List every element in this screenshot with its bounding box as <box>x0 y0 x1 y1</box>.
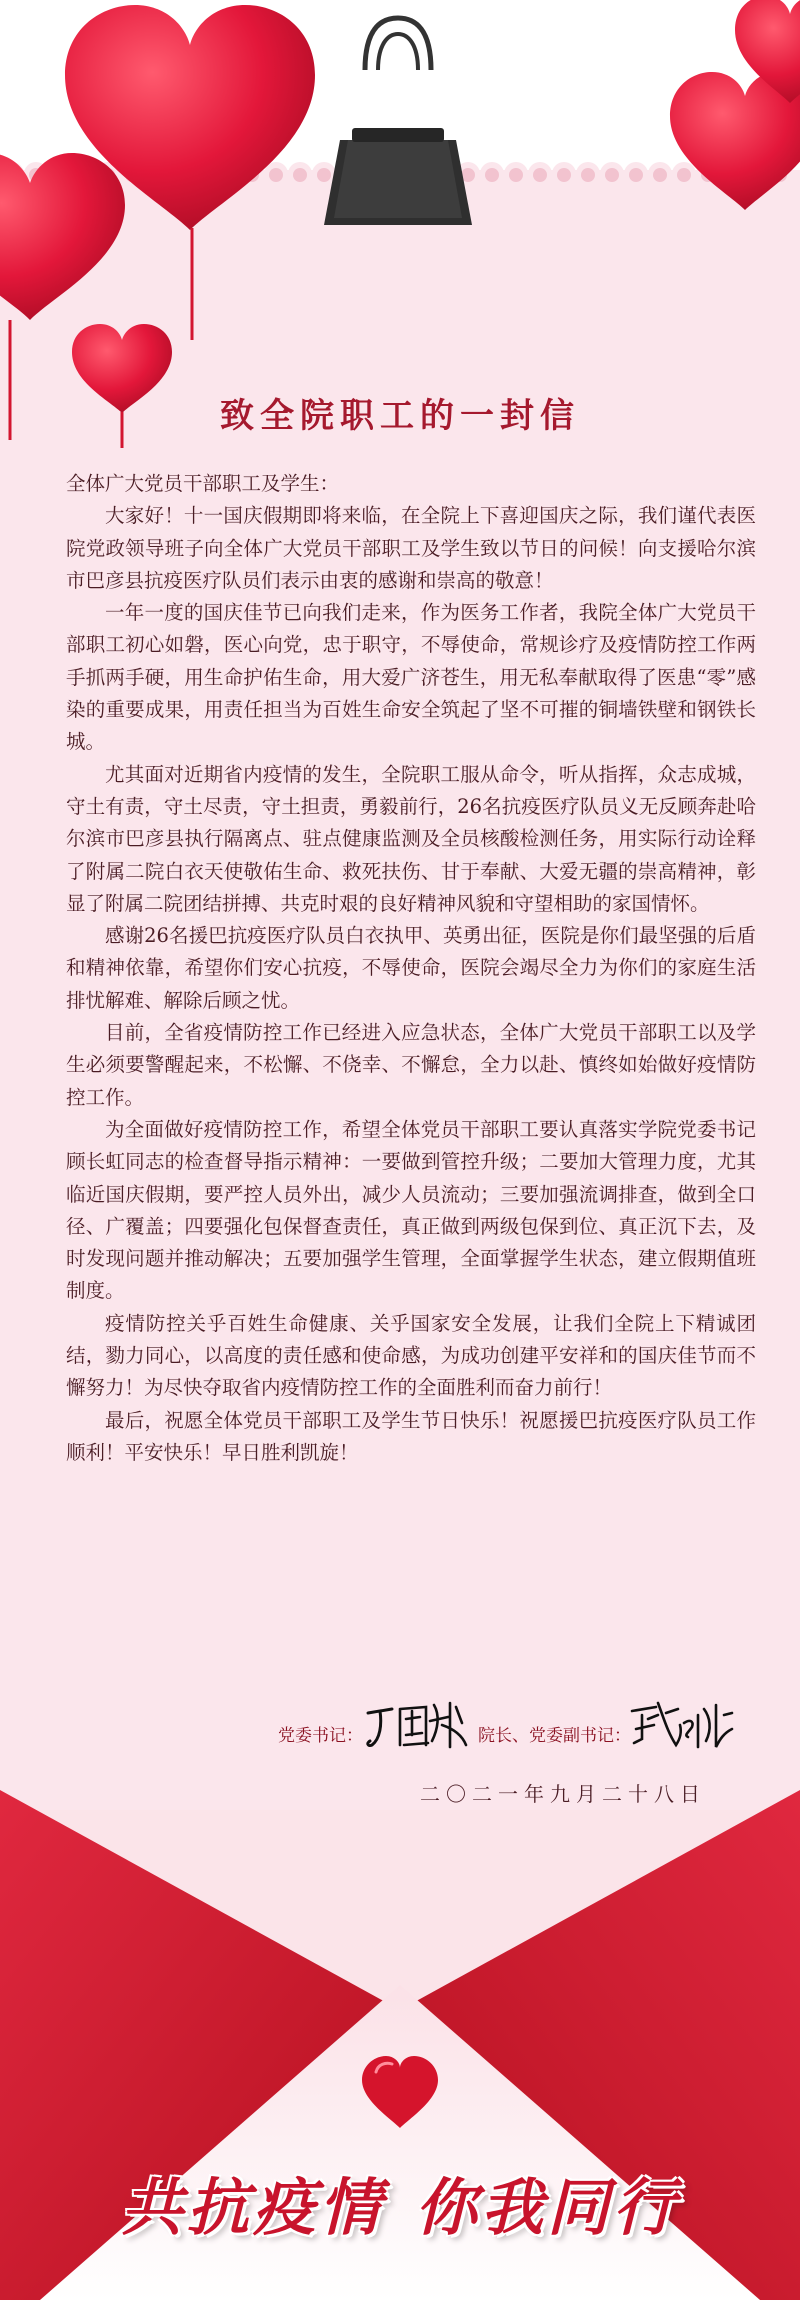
salutation: 全体广大党员干部职工及学生： <box>66 472 340 495</box>
letter-title: 致全院职工的一封信 <box>220 396 580 436</box>
signature-block <box>270 1695 740 1755</box>
slogan-part-1: 共抗疫情 <box>120 2171 385 2244</box>
heart-icon <box>0 153 125 320</box>
president-signature <box>628 1695 738 1755</box>
letter-paragraph: 大家好！十一国庆假期即将来临，在全院上下喜迎国庆之际，我们谨代表医院党政领导班子向全体广大党员干部职工及学生致以节日的问候！向支援哈尔滨市巴彦县抗疫医疗队员们表示由衷的感谢和崇高的敬意！ <box>66 504 756 592</box>
letter-paragraph: 一年一度的国庆佳节已向我们走来，作为医务工作者，我院全体广大党员干部职工初心如磐，医心向党，忠于职守，不辱使命，常规诊疗及疫情防控工作两手抓两手硬，用生命护佑生命，用大爱广济苍生，用无私奉献取得了医患“零”感染的重要成果，用责任担当为百姓生命安全筑起了坚不可摧的铜墙铁壁和钢铁长城。 <box>66 601 756 754</box>
slogan <box>0 2158 800 2247</box>
letter-paragraph: 疫情防控关乎百姓生命健康、关乎国家安全发展，让我们全院上下精诚团结，勠力同心，以高度的责任感和使命感，为成功创建平安祥和的国庆佳节而不懈努力！为尽快夺取省内疫情防控工作的全面胜利而奋力前行！ <box>66 1311 756 1400</box>
letter-paragraph: 最后，祝愿全体党员干部职工及学生节日快乐！祝愿援巴抗疫医疗队员工作顺利！平安快乐！早日胜利凯旋！ <box>66 1408 756 1464</box>
letter-paragraph: 尤其面对近期省内疫情的发生，全院职工服从命令，听从指挥，众志成城，守土有责，守土尽责，守土担责，勇毅前行，26名抗疫医疗队员义无反顾奔赴哈尔滨市巴彦县执行隔离点、驻点健康监测及全员核酸检测任务，用实际行动诠释了附属二院白衣天使敬佑生命、救死扶伤、甘于奉献、大爱无疆的崇高精神，彰显了附属二院团结拼搏、共克时艰的良好精神风貌和守望相助的家国情怀。 <box>66 762 756 915</box>
president-label: 院长、党委副书记： <box>478 1726 631 1746</box>
letter-body <box>66 468 756 1469</box>
secretary-signature <box>362 1695 472 1755</box>
slogan-part-2: 你我同行 <box>415 2171 680 2244</box>
letter-paragraph: 为全面做好疫情防控工作，希望全体党员干部职工要认真落实学院党委书记顾长虹同志的检查督导指示精神：一要做到管控升级；二要加大管理力度，尤其临近国庆假期，要严控人员外出，减少人员流动；三要加强流调排查，做到全口径、广覆盖；四要强化包保督查责任，真正做到两级包保到位、真正沉下去，及时发现问题并推动解决；五要加强学生管理，全面掌握学生状态，建立假期值班制度。 <box>66 1117 756 1303</box>
letter-date: 二〇二一年九月二十八日 <box>420 1782 706 1806</box>
letter-paragraph: 感谢26名援巴抗疫医疗队员白衣执甲、英勇出征，医院是你们最坚强的后盾和精神依靠，希望你们安心抗疫，不辱使命，医院会竭尽全力为你们的家庭生活排忧解难、解除后顾之忧。 <box>66 924 756 1012</box>
secretary-label: 党委书记： <box>278 1726 363 1746</box>
binder-clip-icon <box>324 18 472 225</box>
letter-paragraph: 目前，全省疫情防控工作已经进入应急状态，全体广大党员干部职工以及学生必须要警醒起来，不松懈、不侥幸、不懈怠，全力以赴、慎终如始做好疫情防控工作。 <box>66 1021 756 1109</box>
